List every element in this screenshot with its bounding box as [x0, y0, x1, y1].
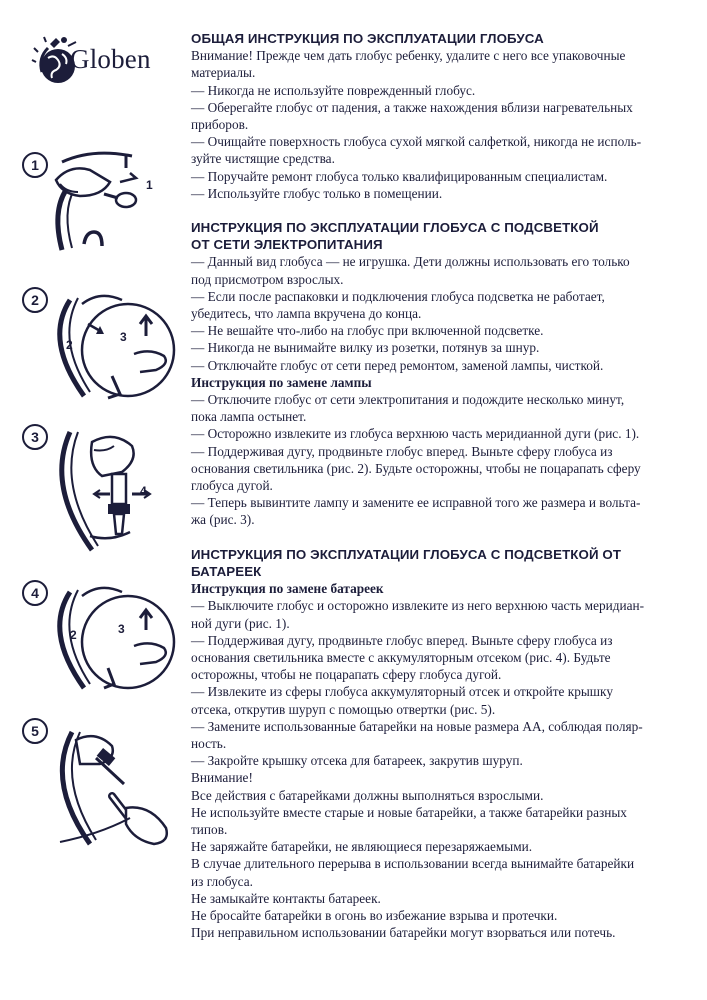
- battery-section: [191, 546, 686, 942]
- text-line: пока лампа остынет.: [191, 409, 307, 425]
- text-line: ность.: [191, 735, 227, 751]
- figure-2-label-left: 2: [66, 338, 73, 352]
- text-line: убедитесь, что лампа вкручена до конца.: [191, 306, 422, 322]
- figure-2-label-right: 3: [120, 330, 127, 344]
- text-line: Все действия с батарейками должны выполняться взрослыми.: [191, 787, 544, 803]
- general-section: [191, 30, 686, 202]
- battery-subtitle: Инструкция по замене батареек: [191, 581, 384, 597]
- lamp-subtitle: Инструкция по замене лампы: [191, 374, 372, 390]
- mains-section: [191, 219, 686, 529]
- figure-3-arrow-label: 4: [140, 484, 147, 498]
- text-line: под присмотром взрослых.: [191, 271, 344, 287]
- figure-3-illustration: [0, 420, 190, 560]
- figure-4-label-right: 3: [118, 622, 125, 636]
- text-line: из глобуса.: [191, 873, 253, 889]
- text-line: — Отключайте глобус от сети перед ремонтом, заменой лампы, чисткой.: [191, 357, 604, 373]
- text-line: материалы.: [191, 65, 256, 81]
- text-line: — Поддерживая дугу, продвиньте глобус вперед. Выньте сферу глобуса из: [191, 443, 613, 459]
- figure-number-3: 3: [22, 424, 48, 450]
- text-line: — Очищайте поверхность глобуса сухой мягкой салфеткой, никогда не исполь-: [191, 134, 642, 150]
- brand-name: Globen: [70, 44, 151, 74]
- text-line: типов.: [191, 821, 228, 837]
- text-line: глобуса дугой.: [191, 478, 273, 494]
- figure-1-illustration: [0, 140, 190, 280]
- text-line: — Поручайте ремонт глобуса только квалифицированным специалистам.: [191, 168, 608, 184]
- figure-5-illustration: [0, 712, 190, 852]
- figures-column: [0, 0, 190, 1000]
- figure-number-1: 1: [22, 152, 48, 178]
- text-line: отсека, открутив шуруп с помощью отвертки (рис. 5).: [191, 701, 496, 717]
- text-line: — Данный вид глобуса — не игрушка. Дети должны использовать его только: [191, 254, 630, 270]
- mains-title-line-2: ОТ СЕТИ ЭЛЕКТРОПИТАНИЯ: [191, 237, 383, 253]
- text-line: жа (рис. 3).: [191, 512, 255, 528]
- text-line: — Извлеките из сферы глобуса аккумуляторный отсек и откройте крышку: [191, 684, 613, 700]
- text-line: — Никогда не используйте поврежденный глобус.: [191, 82, 476, 98]
- text-line: — Теперь вывинтите лампу и замените ее исправной того же размера и вольта-: [191, 495, 641, 511]
- text-line: основания светильника (рис. 2). Будьте осторожны, чтобы не поцарапать сферу: [191, 460, 641, 476]
- figure-4-label-left: 2: [70, 628, 77, 642]
- text-line: — Никогда не вынимайте вилку из розетки, потянув за шнур.: [191, 340, 540, 356]
- figure-number-2: 2: [22, 287, 48, 313]
- figure-4-illustration: [0, 572, 190, 702]
- text-line: — Не вешайте что-либо на глобус при включенной подсветке.: [191, 323, 544, 339]
- text-line: — Отключите глобус от сети электропитания и подождите несколько минут,: [191, 392, 625, 408]
- text-line: Не используйте вместе старые и новые батарейки, а также батарейки разных: [191, 804, 627, 820]
- text-line: При неправильном использовании батарейки могут взорваться или потечь.: [191, 925, 616, 941]
- text-line: осторожны, чтобы не поцарапать сферу глобуса дугой.: [191, 667, 502, 683]
- text-line: Не замыкайте контакты батареек.: [191, 890, 381, 906]
- text-line: В случае длительного перерыва в использовании всегда вынимайте батарейки: [191, 856, 635, 872]
- general-title: ОБЩАЯ ИНСТРУКЦИЯ ПО ЭКСПЛУАТАЦИИ ГЛОБУСА: [191, 31, 544, 46]
- text-line: основания светильника вместе с аккумуляторным отсеком (рис. 4). Будьте: [191, 649, 611, 665]
- text-line: приборов.: [191, 117, 249, 133]
- text-line: Внимание! Прежде чем дать глобус ребенку, удалите с него все упаковочные: [191, 48, 626, 64]
- figure-1-arrow-label: 1: [146, 178, 153, 192]
- text-line: — Осторожно извлеките из глобуса верхнюю часть меридианной дуги (рис. 1).: [191, 426, 640, 442]
- figure-number-5: 5: [22, 718, 48, 744]
- figure-2-illustration: [0, 280, 190, 410]
- text-line: — Закройте крышку отсека для батареек, закрутив шуруп.: [191, 753, 523, 769]
- text-line: — Замените использованные батарейки на новые размера АА, соблюдая поляр-: [191, 718, 643, 734]
- text-line: — Поддерживая дугу, продвиньте глобус вперед. Выньте сферу глобуса из: [191, 632, 613, 648]
- mains-title-line-1: ИНСТРУКЦИЯ ПО ЭКСПЛУАТАЦИИ ГЛОБУСА С ПОДСВЕТКОЙ: [191, 220, 599, 236]
- text-line: Внимание!: [191, 770, 253, 786]
- instructions-column: [191, 30, 686, 941]
- figure-number-4: 4: [22, 580, 48, 606]
- text-line: — Выключите глобус и осторожно извлеките из него верхнюю часть меридиан-: [191, 598, 645, 614]
- battery-title-line-2: БАТАРЕЕК: [191, 563, 262, 579]
- text-line: — Оберегайте глобус от падения, а также нахождения вблизи нагревательных: [191, 99, 633, 115]
- text-line: Не заряжайте батарейки, не являющиеся перезаряжаемыми.: [191, 839, 533, 855]
- text-line: зуйте чистящие средства.: [191, 151, 335, 167]
- text-line: — Если после распаковки и подключения глобуса подсветка не работает,: [191, 288, 605, 304]
- text-line: ной дуги (рис. 1).: [191, 615, 290, 631]
- text-line: — Используйте глобус только в помещении.: [191, 185, 443, 201]
- text-line: Не бросайте батарейки в огонь во избежание взрыва и протечки.: [191, 907, 558, 923]
- battery-title-line-1: ИНСТРУКЦИЯ ПО ЭКСПЛУАТАЦИИ ГЛОБУСА С ПОДСВЕТКОЙ ОТ: [191, 546, 622, 562]
